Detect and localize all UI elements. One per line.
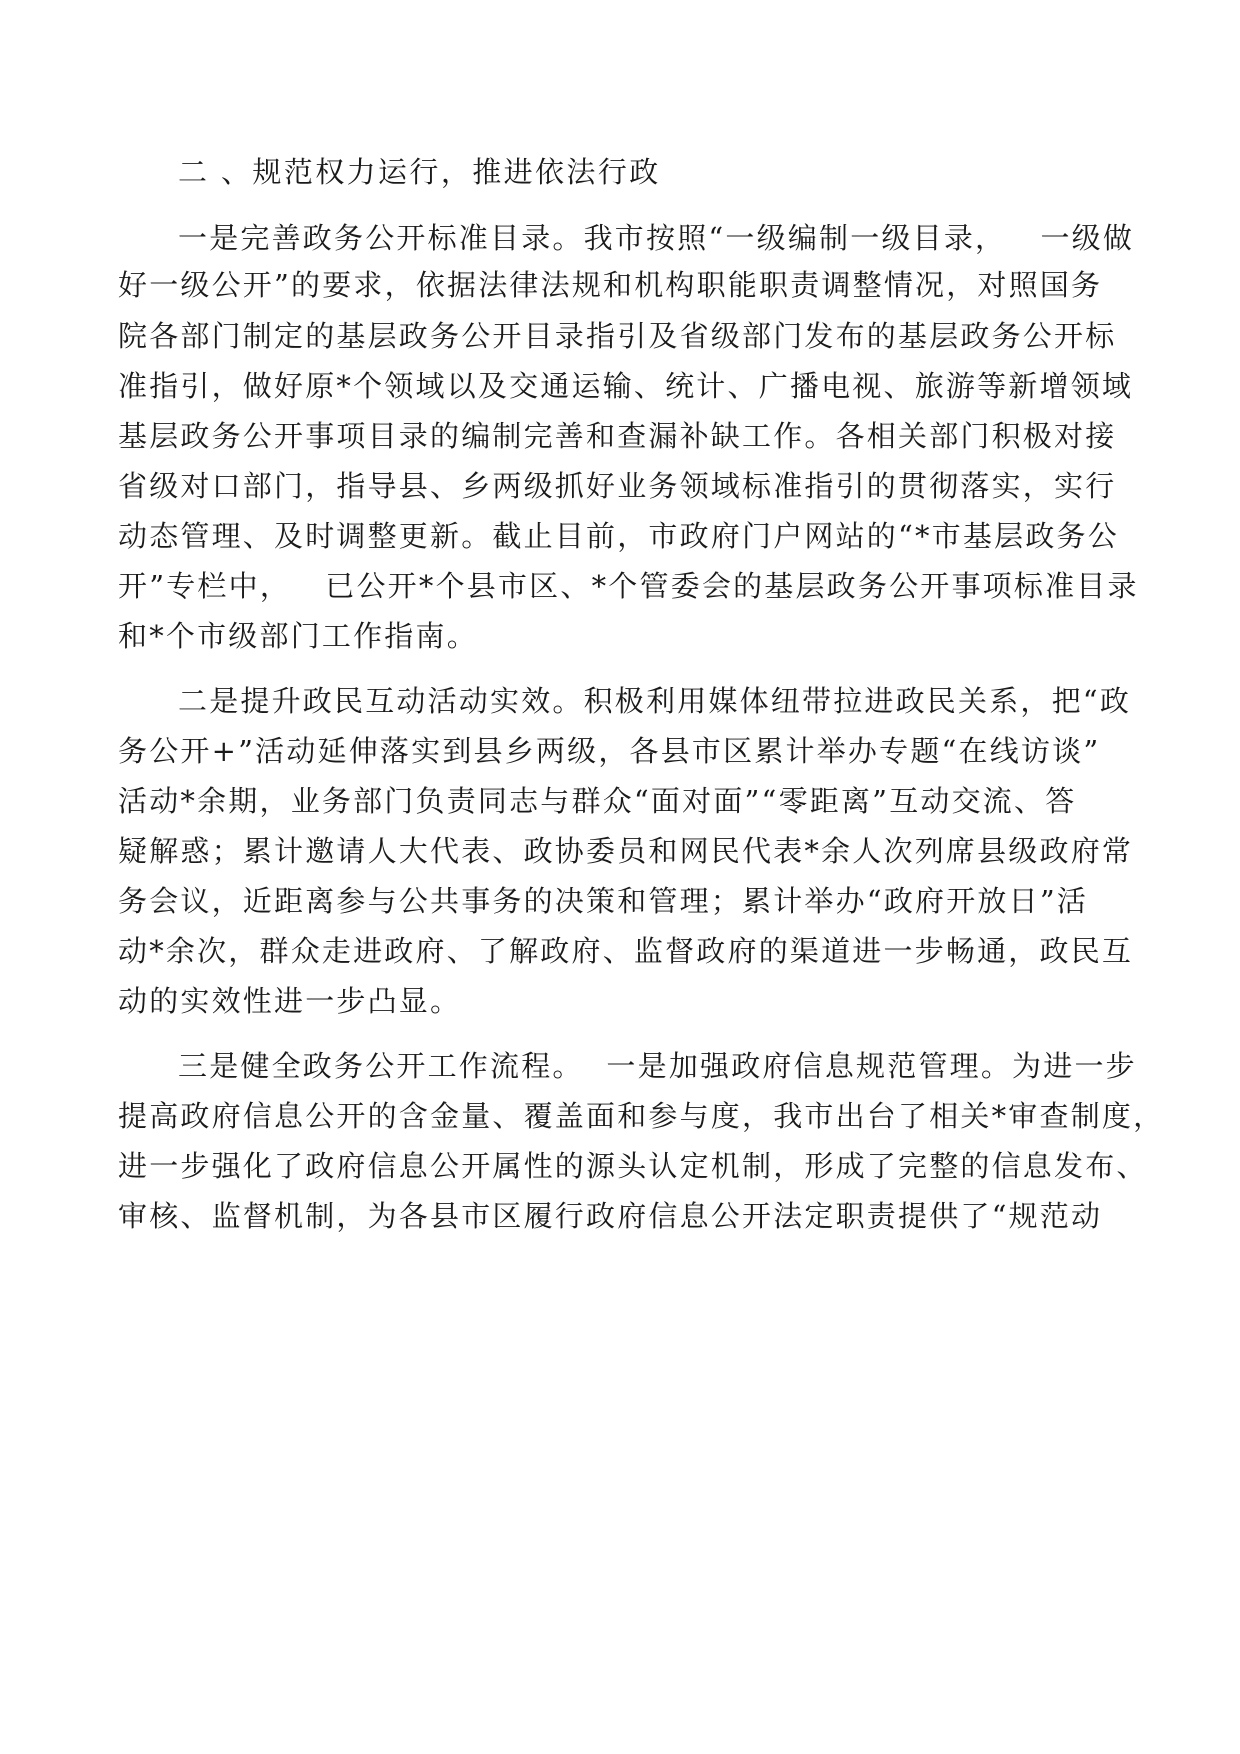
paragraph-1-line-9: 和*个市级部门工作指南。 <box>118 619 478 653</box>
paragraph-3-line-1: 三是健全政务公开工作流程。 一是加强政府信息规范管理。为进一步 <box>178 1049 1137 1083</box>
paragraph-2-line-6: 动*余次，群众走进政府、了解政府、监督政府的渠道进一步畅通，政民互 <box>118 934 1134 968</box>
paragraph-2-line-1: 二是提升政民互动活动实效。积极利用媒体纽带拉进政民关系，把“政 <box>178 684 1132 718</box>
paragraph-3-line-4: 审核、监督机制，为各县市区履行政府信息公开法定职责提供了“规范动 <box>118 1199 1103 1233</box>
section-heading: 二 、规范权力运行，推进依法行政 <box>178 155 661 189</box>
paragraph-1-line-4: 准指引，做好原*个领域以及交通运输、统计、广播电视、旅游等新增领域 <box>118 369 1134 403</box>
paragraph-3-line-3: 进一步强化了政府信息公开属性的源头认定机制，形成了完整的信息发布、 <box>118 1149 1148 1183</box>
paragraph-1-line-1: 一是完善政务公开标准目录。我市按照“一级编制一级目录， 一级做 <box>178 221 1135 255</box>
paragraph-2-line-4: 疑解惑；累计邀请人大代表、政协委员和网民代表*余人次列席县级政府常 <box>118 834 1134 868</box>
paragraph-3-line-2: 提高政府信息公开的含金量、覆盖面和参与度，我市出台了相关*审查制度， <box>118 1099 1165 1133</box>
paragraph-1-line-3: 院各部门制定的基层政务公开目录指引及省级部门发布的基层政务公开标 <box>118 319 1117 353</box>
paragraph-2-line-5: 务会议，近距离参与公共事务的决策和管理；累计举办“政府开放日”活 <box>118 884 1089 918</box>
paragraph-1-line-2: 好一级公开”的要求，依据法律法规和机构职能职责调整情况，对照国务 <box>118 268 1103 302</box>
paragraph-1-line-7: 动态管理、及时调整更新。截止目前，市政府门户网站的“*市基层政务公 <box>118 519 1119 553</box>
paragraph-1-line-5: 基层政务公开事项目录的编制完善和查漏补缺工作。各相关部门积极对接 <box>118 419 1117 453</box>
paragraph-2-line-2: 务公开+”活动延伸落实到县乡两级，各县市区累计举办专题“在线访谈” <box>118 734 1101 768</box>
paragraph-1-line-8: 开”专栏中， 已公开*个县市区、*个管委会的基层政务公开事项标准目录 <box>118 569 1139 603</box>
paragraph-2-line-3: 活动*余期，业务部门负责同志与群众“面对面”“零距离”互动交流、答 <box>118 784 1077 818</box>
paragraph-2-line-7: 动的实效性进一步凸显。 <box>118 984 462 1018</box>
paragraph-1-line-6: 省级对口部门，指导县、乡两级抓好业务领域标准指引的贯彻落实，实行 <box>118 469 1117 503</box>
